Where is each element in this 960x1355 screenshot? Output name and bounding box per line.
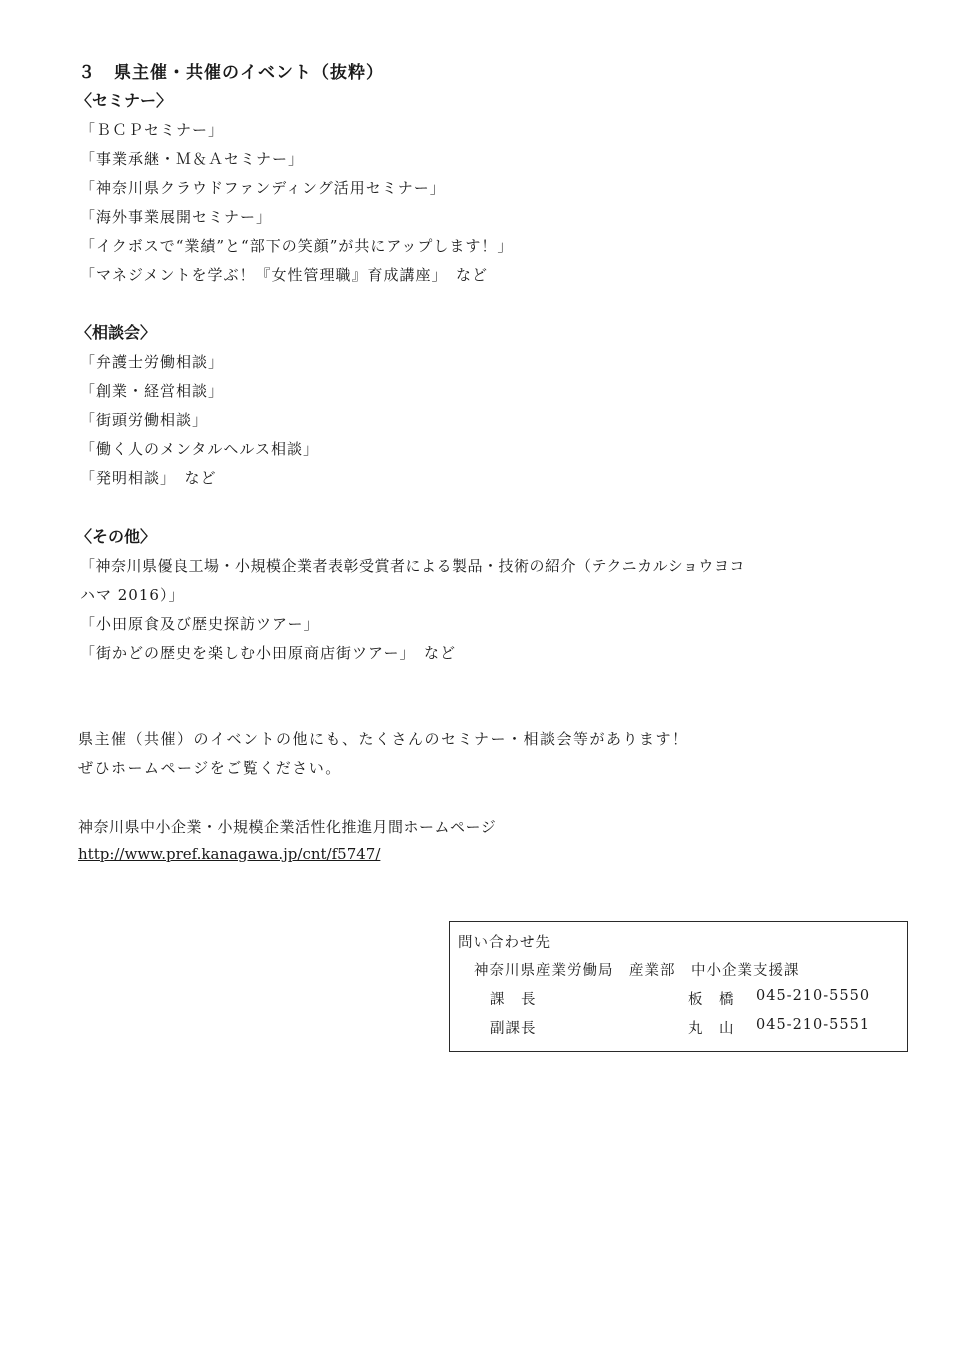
list-item: 「働く人のメンタルヘルス相談」 (80, 440, 319, 458)
contact-phone: 045-210-5550 (756, 988, 871, 1004)
homepage-link[interactable]: http://www.pref.kanagawa.jp/cnt/f5747/ (78, 845, 381, 863)
section-heading-other: 〈その他〉 (76, 527, 157, 546)
list-item: 「街頭労働相談」 (80, 411, 209, 429)
contact-name: 板 橋 (688, 992, 735, 1008)
list-item: 「弁護士労働相談」 (80, 353, 225, 371)
list-item: 「ＢＣＰセミナー」 (80, 121, 225, 139)
list-item: 「イクボスで“業績”と“部下の笑顔”が共にアップします！」 (80, 237, 514, 255)
list-item: 「マネジメントを学ぶ！『女性管理職』育成講座」 など (80, 266, 489, 284)
footer-line-2: ぜひホームページをご覧ください。 (78, 759, 342, 777)
list-item: 「小田原食及び歴史探訪ツアー」 (80, 615, 320, 633)
contact-role: 課 長 (490, 992, 537, 1008)
list-item: 「街かどの歴史を楽しむ小田原商店街ツアー」 など (80, 644, 457, 662)
list-item: 「海外事業展開セミナー」 (80, 208, 273, 226)
homepage-label: 神奈川県中小企業・小規模企業活性化推進月間ホームページ (78, 818, 497, 836)
contact-box (449, 921, 908, 1052)
list-item: 「創業・経営相談」 (80, 382, 225, 400)
contact-role: 副課長 (490, 1021, 537, 1037)
list-item: 「神奈川県優良工場・小規模企業者表彰受賞者による製品・技術の紹介（テクニカルショウヨコ (80, 557, 745, 575)
list-item: 「事業承継・Ｍ＆Ａセミナー」 (80, 150, 305, 168)
list-item: ハマ 2016）」 (80, 586, 185, 604)
contact-phone: 045-210-5551 (756, 1017, 871, 1033)
footer-line-1: 県主催（共催）のイベントの他にも、たくさんのセミナー・相談会等があります！ (78, 730, 689, 748)
list-item: 「発明相談」 など (80, 469, 217, 487)
contact-name: 丸 山 (688, 1021, 735, 1037)
list-item: 「神奈川県クラウドファンディング活用セミナー」 (80, 179, 446, 197)
contact-heading: 問い合わせ先 (458, 935, 551, 951)
section-heading-seminar: 〈セミナー〉 (76, 91, 173, 110)
section-heading-consultation: 〈相談会〉 (76, 323, 157, 342)
page-title: ３ 県主催・共催のイベント（抜粋） (78, 63, 384, 83)
contact-department: 神奈川県産業労働局 産業部 中小企業支援課 (474, 963, 800, 979)
